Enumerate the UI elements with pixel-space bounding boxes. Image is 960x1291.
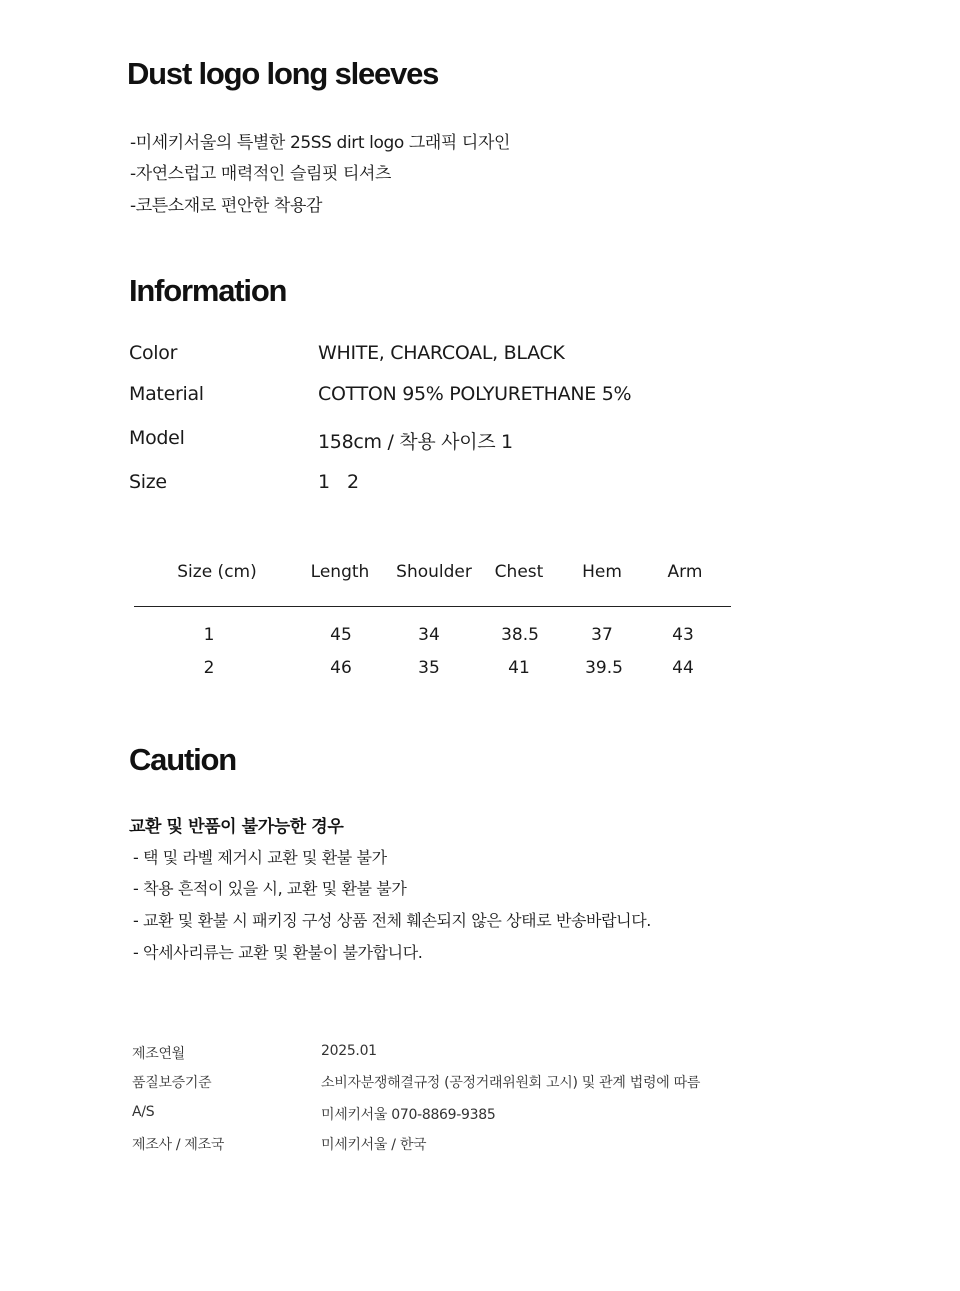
table-cell: 39.5 <box>585 658 623 678</box>
spec-value-manufacture-date: 2025.01 <box>321 1043 377 1059</box>
table-cell: 34 <box>418 625 440 645</box>
caution-item: - 착용 흔적이 있을 시, 교환 및 환불 불가 <box>133 879 407 898</box>
feature-item: -코튼소재로 편안한 착용감 <box>130 196 322 216</box>
caution-subheading: 교환 및 반품이 불가능한 경우 <box>129 817 344 837</box>
information-heading: Information <box>129 273 287 308</box>
caution-heading: Caution <box>129 742 236 777</box>
size-table <box>134 562 731 692</box>
info-label-color: Color <box>129 342 178 364</box>
info-label-material: Material <box>129 383 204 405</box>
caution-item: - 교환 및 환불 시 패키징 구성 상품 전체 훼손되지 않은 상태로 반송바랍니다. <box>133 911 651 930</box>
table-cell: 37 <box>591 625 613 645</box>
spec-label-quality-standard: 품질보증기준 <box>132 1075 212 1091</box>
spec-label-manufacture-date: 제조연월 <box>132 1046 185 1062</box>
feature-item: -자연스럽고 매력적인 슬림핏 티셔츠 <box>130 164 392 184</box>
size-table-header-cell: Size (cm) <box>177 562 257 582</box>
table-cell: 1 <box>203 625 215 645</box>
size-table-header-cell: Chest <box>494 562 544 582</box>
table-row <box>134 658 731 692</box>
table-cell: 35 <box>418 658 440 678</box>
caution-item: - 택 및 라벨 제거시 교환 및 환불 불가 <box>133 848 387 867</box>
table-cell: 45 <box>330 625 352 645</box>
spec-label-after-service: A/S <box>132 1104 155 1120</box>
feature-item: -미세키서울의 특별한 25SS dirt logo 그래픽 디자인 <box>130 133 510 153</box>
table-cell: 38.5 <box>501 625 539 645</box>
table-cell: 41 <box>508 658 530 678</box>
spec-value-after-service: 미세키서울 070-8869-9385 <box>321 1107 496 1123</box>
product-title: Dust logo long sleeves <box>127 56 439 91</box>
spec-label-manufacturer: 제조사 / 제조국 <box>132 1137 225 1153</box>
info-value-color: WHITE, CHARCOAL, BLACK <box>318 342 565 364</box>
table-row <box>134 625 731 659</box>
size-table-header-cell: Length <box>310 562 370 582</box>
size-table-header-cell: Hem <box>582 562 622 582</box>
spec-value-manufacturer: 미세키서울 / 한국 <box>321 1137 427 1153</box>
caution-item: - 악세사리류는 교환 및 환불이 불가합니다. <box>133 943 423 962</box>
size-table-header-cell: Arm <box>667 562 703 582</box>
size-table-header <box>134 562 731 596</box>
table-cell: 2 <box>203 658 215 678</box>
size-table-header-cell: Shoulder <box>396 562 472 582</box>
info-label-size: Size <box>129 471 167 493</box>
spec-value-quality-standard: 소비자분쟁해결규정 (공정거래위원회 고시) 및 관계 법령에 따름 <box>321 1075 701 1091</box>
info-value-model: 158cm / 착용 사이즈 1 <box>318 431 513 453</box>
table-cell: 43 <box>672 625 694 645</box>
size-table-divider <box>134 606 731 607</box>
info-value-size: 1 2 <box>318 471 359 493</box>
info-label-model: Model <box>129 427 185 449</box>
table-cell: 44 <box>672 658 694 678</box>
info-value-material: COTTON 95% POLYURETHANE 5% <box>318 383 632 405</box>
table-cell: 46 <box>330 658 352 678</box>
